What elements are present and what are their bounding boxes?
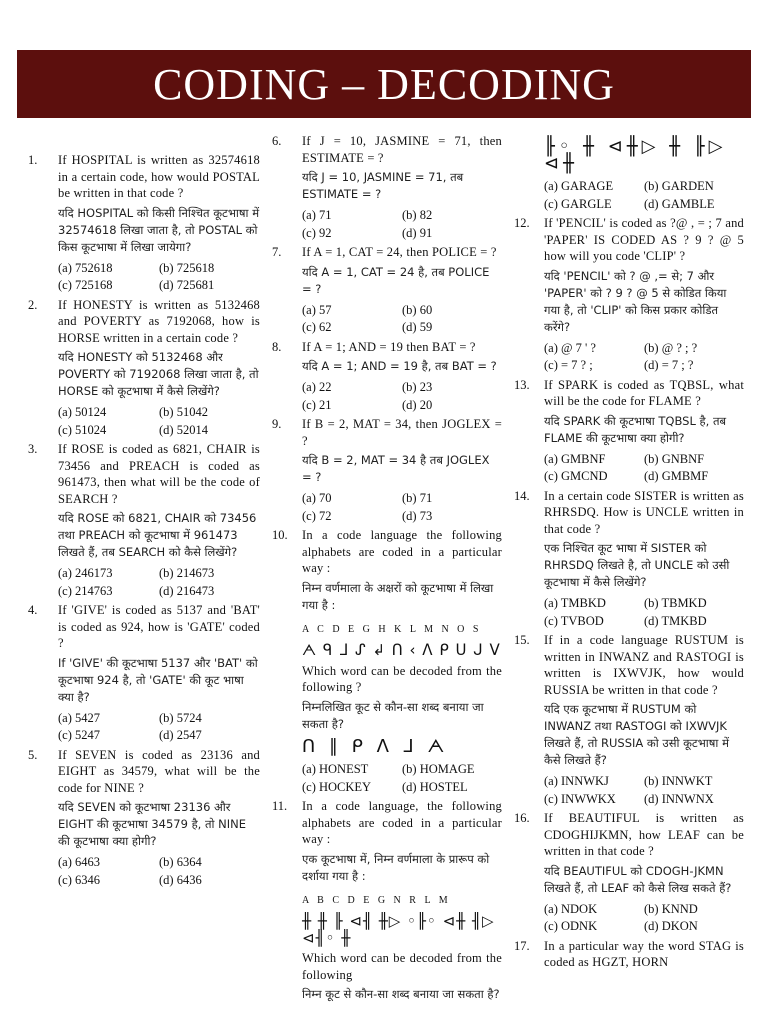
- answer-option: (d) 91: [402, 225, 433, 240]
- question-item: [272, 339, 502, 414]
- question-item: [272, 798, 502, 1003]
- code-symbols: ╫ ╫ ╟ ⊲╢ ╫▷ ◦╟◦ ⊲╫ ╢▷ ⊲╢◦ ╫: [302, 912, 495, 947]
- question-text-hindi: यदि BEAUTIFUL को CDOGH-JKMN लिखते हैं, तो LEAF को कैसे लिख सकते हैं?: [544, 863, 732, 895]
- question-item: [514, 488, 744, 630]
- answer-option: (c) TVBOD: [544, 613, 604, 628]
- answer-option: (d) 20: [402, 397, 433, 412]
- code-symbols: ╟◦ ╫ ⊲╫▷ ╫ ╟▷ ⊲╫: [544, 136, 727, 174]
- answer-options: [58, 710, 260, 744]
- answer-option: (a) GMBNF: [544, 451, 606, 466]
- answer-option: (d) DKON: [644, 919, 698, 933]
- question-item: [514, 938, 744, 971]
- answer-option: (d) 6436: [159, 872, 202, 887]
- answer-option: (d) GMBMF: [644, 469, 709, 483]
- answer-options: [302, 379, 502, 413]
- answer-option: (a) 22: [302, 380, 332, 394]
- question-text: If 'PENCIL' is coded as ?@ , = ; 7 and 'PAPER' IS CODED AS ? 9 ? @ 5 how will you code 'CLIP' ?: [544, 216, 744, 263]
- question-number: 15.: [514, 633, 530, 647]
- answer-options: [544, 451, 744, 485]
- question-number: 3.: [28, 442, 38, 456]
- question-text: If 'GIVE' is coded as 5137 and 'BAT' is coded as 924, how is 'GATE' coded ?: [58, 603, 260, 650]
- answer-option: (c) 62: [302, 320, 332, 334]
- answer-option: (d) 725681: [159, 278, 215, 292]
- answer-option: (d) TMKBD: [644, 613, 707, 628]
- answer-options: [544, 773, 744, 807]
- answer-option: (d) GAMBLE: [644, 196, 715, 211]
- question-number: 1.: [28, 153, 38, 167]
- answer-options: [544, 178, 744, 212]
- question-number: 16.: [514, 811, 530, 825]
- code-alphabet: A C D E G H K L M N O S: [302, 623, 482, 635]
- answer-option: (c) GARGLE: [544, 196, 612, 211]
- question-text: If HONESTY is written as 5132468 and POVERTY as 7192068, how is HORSE written in a certain code ?: [58, 297, 260, 345]
- question-text: Which word can be decoded from the following ?: [302, 663, 502, 694]
- answer-option: (c) INWWKX: [544, 791, 616, 806]
- answer-option: (b) 71: [402, 491, 433, 505]
- answer-option: (b) 725618: [159, 260, 215, 275]
- answer-option: (d) 59: [402, 320, 433, 334]
- answer-option: (c) = 7 ? ;: [544, 358, 593, 372]
- answer-option: (c) HOCKEY: [302, 779, 372, 794]
- question-text-hindi: यदि ROSE को 6821, CHAIR को 73456 तथा PREACH को कूटभाषा में 961473 लिखते हैं, तब SEARCH को कैसे लिखेंगे?: [58, 511, 257, 559]
- question-number: 5.: [28, 747, 38, 762]
- answer-option: (c) ODNK: [544, 919, 598, 933]
- answer-option: (a) 71: [302, 208, 332, 222]
- answer-option: (c) 214763: [58, 583, 113, 598]
- question-item: [514, 136, 744, 212]
- question-number: 12.: [514, 216, 530, 230]
- answer-option: (b) 51042: [159, 405, 208, 419]
- question-item: [28, 602, 260, 744]
- answer-option: (a) 57: [302, 302, 332, 317]
- question-text: If J = 10, JASMINE = 71, then ESTIMATE = ?: [302, 134, 502, 165]
- answer-option: (c) GMCND: [544, 469, 608, 483]
- question-text-hindi: यदि A = 1; AND = 19 है, तब BAT = ?: [302, 359, 497, 373]
- answer-option: (b) GNBNF: [644, 451, 705, 466]
- question-number: 13.: [514, 377, 530, 392]
- answer-option: (b) 82: [402, 208, 433, 222]
- question-item: [28, 441, 260, 599]
- answer-option: (c) 51024: [58, 422, 107, 437]
- question-text-hindi: यदि J = 10, JASMINE = 71, तब ESTIMATE = ?: [302, 170, 464, 201]
- question-text-hindi: एक निश्चित कूट भाषा में SISTER को RHRSDQ लिखते है, तो UNCLE को उसी कूटभाषा में कैसे लिखेंगे?: [544, 541, 730, 589]
- answer-option: (a) GARAGE: [544, 179, 614, 193]
- question-text: If SPARK is coded as TQBSL, what will be the code for FLAME ?: [544, 377, 744, 408]
- question-text-hindi: निम्नलिखित कूट से कौन-सा शब्द बनाया जा सकता है?: [302, 699, 484, 731]
- question-item: [28, 152, 260, 294]
- answer-option: (b) 5724: [159, 710, 202, 725]
- question-text: In a code language, the following alphabets are coded in a particular way :: [302, 799, 502, 846]
- answer-option: (a) 752618: [58, 260, 113, 275]
- question-number: 7.: [272, 245, 282, 259]
- column-3: [514, 133, 744, 974]
- question-item: [272, 527, 502, 795]
- code-alphabet: A B C D E G N R L M: [302, 894, 451, 906]
- question-number: 2.: [28, 297, 38, 312]
- answer-options: [58, 854, 260, 888]
- title-banner: [17, 50, 751, 118]
- answer-option: (a) 50124: [58, 405, 107, 419]
- answer-option: (c) 6346: [58, 872, 100, 887]
- answer-option: (b) TBMKD: [644, 596, 707, 610]
- question-item: [272, 133, 502, 241]
- question-number: 14.: [514, 488, 530, 503]
- question-number: 9.: [272, 417, 282, 431]
- answer-option: (b) @ ? ; ?: [644, 340, 698, 355]
- question-text: If HOSPITAL is written as 32574618 in a certain code, how would POSTAL be written in that code ?: [58, 153, 260, 200]
- question-text-hindi: निम्न वर्णमाला के अक्षरों को कूटभाषा में लिखा गया है :: [302, 580, 494, 612]
- question-number: 8.: [272, 339, 282, 354]
- answer-options: [544, 901, 744, 935]
- question-item: [514, 377, 744, 485]
- answer-option: (a) HONEST: [302, 762, 369, 776]
- answer-option: (a) 5427: [58, 710, 100, 725]
- answer-option: (b) GARDEN: [644, 179, 714, 193]
- question-text-hindi: निम्न कूट से कौन-सा शब्द बनाया जा सकता है?: [302, 987, 500, 1001]
- answer-option: (b) 214673: [159, 566, 215, 580]
- answer-option: (d) 2547: [159, 728, 202, 742]
- question-text: Which word can be decoded from the following: [302, 951, 502, 982]
- answer-option: (a) 6463: [58, 855, 100, 869]
- question-text-hindi: If 'GIVE' की कूटभाषा 5137 और 'BAT' को कूटभाषा 924 है, तो 'GATE' की कूट भाषा क्या है?: [58, 655, 258, 704]
- answer-options: [544, 340, 744, 374]
- code-symbols: ᑎ ∥ ᑭ ᐱ ᒧ ᗅ: [302, 735, 449, 757]
- answer-option: (a) NDOK: [544, 901, 598, 916]
- answer-option: (b) INNWKT: [644, 774, 713, 788]
- answer-options: [302, 761, 502, 795]
- answer-option: (c) 21: [302, 397, 332, 412]
- answer-options: [58, 260, 260, 294]
- answer-option: (c) 72: [302, 508, 332, 523]
- answer-option: (d) 216473: [159, 583, 215, 598]
- answer-option: (a) INNWKJ: [544, 774, 609, 788]
- answer-option: (a) TMBKD: [544, 596, 606, 610]
- question-text-hindi: यदि B = 2, MAT = 34 है तब JOGLEX = ?: [302, 453, 490, 484]
- question-number: 11.: [272, 799, 288, 813]
- answer-option: (b) 6364: [159, 855, 202, 869]
- question-text: In a code language the following alphabets are coded in a particular way :: [302, 528, 502, 575]
- answer-options: [302, 490, 502, 524]
- question-item: [272, 244, 502, 336]
- answer-option: (c) 92: [302, 225, 332, 240]
- question-item: [514, 632, 744, 807]
- answer-option: (d) INNWNX: [644, 791, 714, 806]
- answer-options: [544, 595, 744, 629]
- answer-options: [58, 565, 260, 599]
- answer-option: (b) 60: [402, 302, 433, 317]
- question-text: In a certain code SISTER is written as RHRSDQ. How is UNCLE written in that code ?: [544, 488, 744, 536]
- answer-option: (c) 725168: [58, 278, 113, 292]
- column-1: [28, 152, 260, 891]
- question-text-hindi: यदि HONESTY को 5132468 और POVERTY को 7192068 लिखा जाता है, तो HORSE को कूटभाषा में कैसे लिखेंगे?: [58, 350, 259, 398]
- question-text: If A = 1; AND = 19 then BAT = ?: [302, 339, 476, 354]
- answer-option: (b) KNND: [644, 901, 698, 916]
- answer-options: [302, 302, 502, 336]
- question-text-hindi: यदि SEVEN को कूटभाषा 23136 और EIGHT की कूटभाषा 34579 है, तो NINE की कूटभाषा क्या होगी?: [58, 800, 247, 848]
- question-text: If A = 1, CAT = 24, then POLICE = ?: [302, 245, 497, 259]
- answer-option: (b) 23: [402, 380, 433, 394]
- question-text: If SEVEN is coded as 23136 and EIGHT as 34579, what will be the code for NINE ?: [58, 747, 260, 795]
- question-text: If in a code language RUSTUM is written in INWANZ and RASTOGI is written is IXWVJK, how would RUSSIA be written in that code ?: [544, 633, 744, 697]
- answer-options: [302, 207, 502, 241]
- question-text: If ROSE is coded as 6821, CHAIR is 73456 and PREACH is coded as 961473, then what will be the code of SEARCH ?: [58, 442, 260, 506]
- question-number: 10.: [272, 528, 288, 542]
- question-text-hindi: एक कूटभाषा में, निम्न वर्णमाला के प्रारूप को दर्शाया गया है :: [302, 851, 490, 883]
- question-text: If BEAUTIFUL is written as CDOGHIJKMN, how LEAF can be written in that code ?: [544, 811, 744, 858]
- answer-option: (a) 70: [302, 491, 332, 505]
- question-text-hindi: यदि 'PENCIL' को ? @ ,= से; 7 और 'PAPER' को ? 9 ? @ 5 से कोडित किया गया है, तो 'CLIP' को किस प्रकार कोडित करेंगे?: [544, 268, 727, 334]
- question-item: [514, 215, 744, 374]
- code-symbols: ᗅ ᑫ ᒧ ᔑ ↲ ᑎ ‹ ᐱ ᑭ ᑌ ᒍ ᐯ: [302, 641, 501, 659]
- question-text: In a particular way the word STAG is coded as HGZT, HORN: [544, 938, 744, 969]
- question-number: 17.: [514, 938, 530, 953]
- question-item: [28, 297, 260, 439]
- column-2: [272, 133, 502, 1006]
- answer-option: (a) @ 7 ' ?: [544, 340, 596, 355]
- question-item: [272, 416, 502, 524]
- question-text-hindi: यदि HOSPITAL को किसी निश्चित कूटभाषा में 32574618 लिखा जाता है, तो POSTAL को किस कूटभाषा में लिखा जायेगा?: [58, 205, 260, 254]
- answer-option: (d) = 7 ; ?: [644, 358, 694, 372]
- answer-option: (b) HOMAGE: [402, 762, 475, 776]
- question-text: If B = 2, MAT = 34, then JOGLEX = ?: [302, 417, 502, 448]
- question-item: [28, 747, 260, 889]
- question-text-hindi: यदि SPARK की कूटभाषा TQBSL है, तब FLAME की कूटभाषा क्या होगी?: [544, 413, 727, 445]
- question-number: 4.: [28, 603, 38, 617]
- question-text-hindi: यदि A = 1, CAT = 24 है, तब POLICE = ?: [302, 264, 490, 296]
- question-text-hindi: यदि एक कूटभाषा में RUSTUM को INWANZ तथा RASTOGI को IXWVJK लिखते हैं, तो RUSSIA को उसी कूटभाषा में कैसे लिखते हैं?: [544, 702, 729, 767]
- answer-option: (d) 73: [402, 508, 433, 523]
- answer-option: (a) 246173: [58, 566, 113, 580]
- question-number: 6.: [272, 134, 282, 148]
- page-title: CODING – DECODING: [153, 59, 615, 109]
- question-item: [514, 810, 744, 935]
- answer-options: [58, 404, 260, 438]
- answer-option: (d) HOSTEL: [402, 779, 468, 794]
- answer-option: (c) 5247: [58, 728, 100, 742]
- answer-option: (d) 52014: [159, 422, 208, 437]
